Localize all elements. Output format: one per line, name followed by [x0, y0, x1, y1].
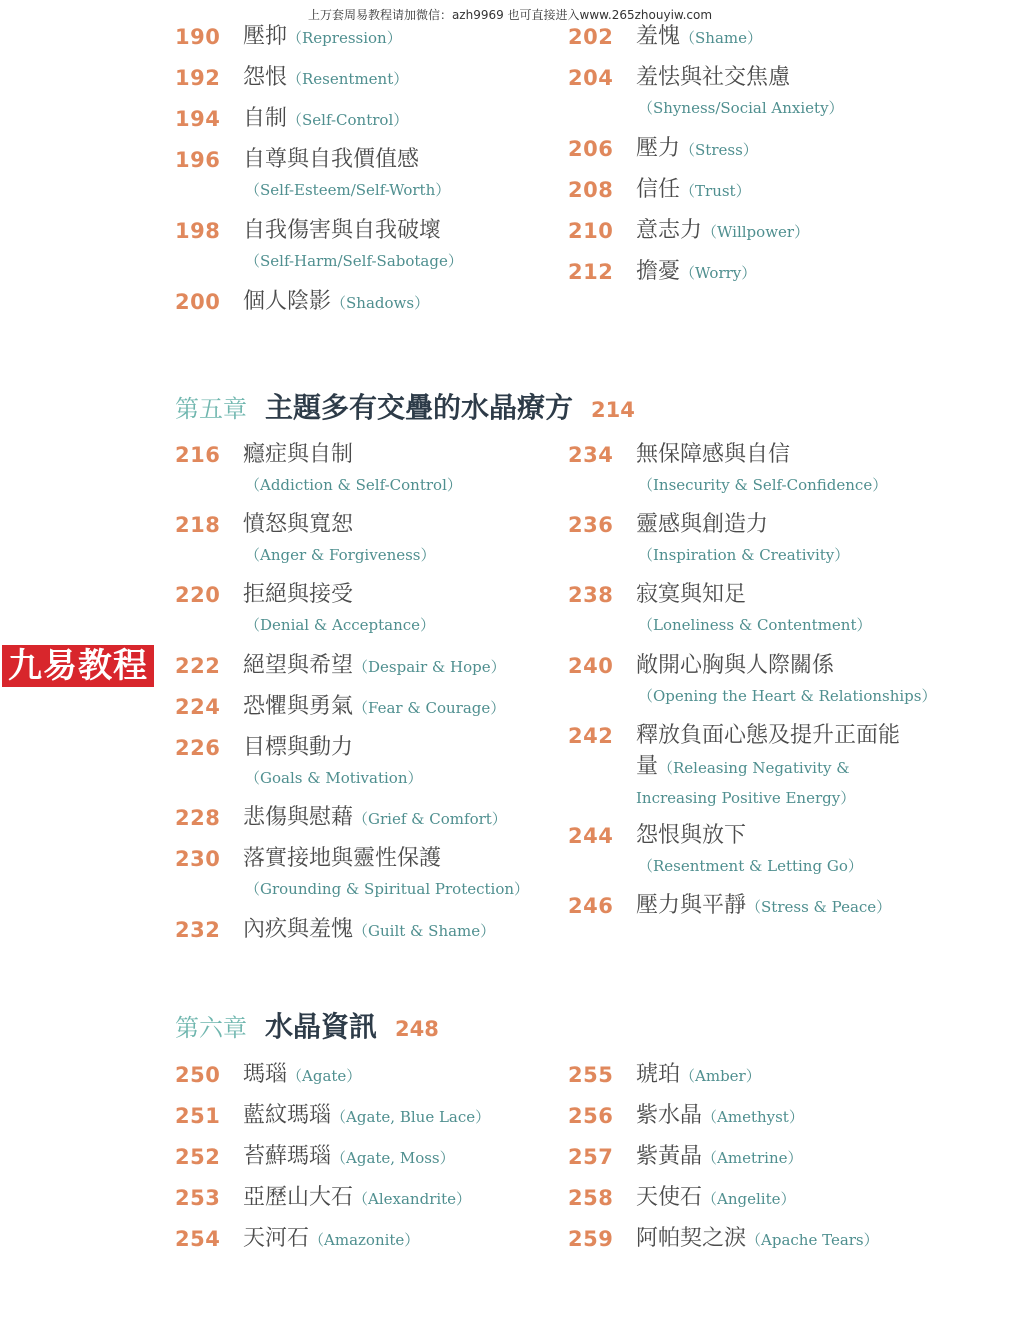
- toc-title-en: （Amethyst）: [702, 1108, 804, 1126]
- chapter-6-heading: [175, 1005, 439, 1045]
- toc-page-number: 192: [175, 66, 221, 90]
- toc-page-number: 202: [568, 25, 614, 49]
- toc-page-number: 238: [568, 583, 614, 607]
- toc-title-zh: 信任: [636, 177, 681, 202]
- toc-title-en: （Denial & Acceptance）: [245, 616, 436, 634]
- toc-title-zh: 無保障感與自信: [636, 442, 791, 467]
- toc-title-zh: 羞怯與社交焦慮: [636, 65, 791, 90]
- toc-page-number: 234: [568, 443, 614, 467]
- toc-page-number: 246: [568, 894, 614, 918]
- toc-title-en: （Agate, Moss）: [331, 1149, 455, 1167]
- toc-page-number: 210: [568, 219, 614, 243]
- toc-page-number: 250: [175, 1063, 221, 1087]
- toc-title-en: （Fear & Courage）: [353, 699, 506, 717]
- toc-title-en: （Self-Esteem/Self-Worth）: [245, 181, 451, 199]
- toc-title-en: （Despair & Hope）: [353, 658, 506, 676]
- toc-title-en: （Shyness/Social Anxiety）: [638, 99, 844, 117]
- toc-title-zh: 悲傷與慰藉: [243, 805, 354, 830]
- toc-title-zh: 釋放負面心態及提升正面能量: [636, 723, 901, 779]
- toc-page-number: 230: [175, 847, 221, 871]
- toc-title-zh: 擔憂: [636, 259, 681, 284]
- toc-title-zh: 壓力: [636, 136, 681, 161]
- toc-title-zh: 紫水晶: [636, 1103, 703, 1128]
- toc-title-zh: 怨恨與放下: [636, 823, 747, 848]
- toc-page-number: 257: [568, 1145, 614, 1169]
- toc-title-en: （Resentment & Letting Go）: [638, 857, 863, 875]
- toc-page-number: 204: [568, 66, 614, 90]
- toc-page-number: 216: [175, 443, 221, 467]
- toc-title-en: （Repression）: [287, 29, 402, 47]
- toc-title-en: （Opening the Heart & Relationships）: [638, 687, 937, 705]
- toc-title-en: （Apache Tears）: [746, 1231, 879, 1249]
- toc-title-en: （Trust）: [680, 182, 751, 200]
- toc-title-zh: 羞愧: [636, 24, 681, 49]
- toc-title-zh: 苔蘚瑪瑙: [243, 1144, 332, 1169]
- toc-title-en: （Amazonite）: [309, 1231, 420, 1249]
- toc-title-en: （Ametrine）: [702, 1149, 803, 1167]
- toc-page-number: 259: [568, 1227, 614, 1251]
- toc-page-number: 208: [568, 178, 614, 202]
- toc-title-en: （Loneliness & Contentment）: [638, 616, 872, 634]
- toc-title-zh: 阿帕契之淚: [636, 1226, 747, 1251]
- toc-title-zh: 個人陰影: [243, 289, 332, 314]
- toc-title-zh: 亞歷山大石: [243, 1185, 354, 1210]
- toc-title-zh: 紫黃晶: [636, 1144, 703, 1169]
- toc-page-number: 252: [175, 1145, 221, 1169]
- toc-page-number: 236: [568, 513, 614, 537]
- chapter-label: 第五章: [175, 395, 247, 423]
- toc-title-en: （Inspiration & Creativity）: [638, 546, 850, 564]
- toc-title-zh: 意志力: [636, 218, 703, 243]
- toc-title-en: （Grounding & Spiritual Protection）: [245, 880, 530, 898]
- toc-page-number: 200: [175, 290, 221, 314]
- toc-title-zh: 拒絕與接受: [243, 582, 354, 607]
- toc-title-zh: 琥珀: [636, 1062, 681, 1087]
- toc-title-en: （Alexandrite）: [353, 1190, 472, 1208]
- toc-page-number: 242: [568, 724, 614, 748]
- toc-title-en: （Stress & Peace）: [746, 898, 892, 916]
- toc-page-number: 212: [568, 260, 614, 284]
- watermark-stamp: 九易教程: [2, 645, 154, 687]
- toc-title-en: （Agate）: [287, 1067, 362, 1085]
- toc-page-number: 190: [175, 25, 221, 49]
- toc-page-number: 254: [175, 1227, 221, 1251]
- toc-title-en: （Shame）: [680, 29, 762, 47]
- toc-title-en: （Anger & Forgiveness）: [245, 546, 436, 564]
- toc-page-number: 222: [175, 654, 221, 678]
- toc-page-number: 198: [175, 219, 221, 243]
- toc-title-zh: 癮症與自制: [243, 442, 354, 467]
- toc-title-zh: 天河石: [243, 1226, 310, 1251]
- toc-title-en: （Willpower）: [702, 223, 810, 241]
- toc-page-number: 224: [175, 695, 221, 719]
- chapter-page-number: 214: [591, 398, 635, 422]
- toc-title-zh: 目標與動力: [243, 735, 354, 760]
- toc-title-zh: 憤怒與寬恕: [243, 512, 354, 537]
- toc-title-zh: 寂寞與知足: [636, 582, 747, 607]
- toc-page-number: 226: [175, 736, 221, 760]
- toc-title-en: （Resentment）: [287, 70, 409, 88]
- toc-page-number: 220: [175, 583, 221, 607]
- toc-title-en: （Insecurity & Self-Confidence）: [638, 476, 888, 494]
- chapter-label: 第六章: [175, 1014, 247, 1042]
- toc-title-en: （Shadows）: [331, 294, 430, 312]
- toc-title-en: （Angelite）: [702, 1190, 796, 1208]
- toc-page-number: 258: [568, 1186, 614, 1210]
- toc-page-number: 218: [175, 513, 221, 537]
- toc-title-en: （Worry）: [680, 264, 757, 282]
- toc-title-zh: 絕望與希望: [243, 653, 354, 678]
- toc-page-number: 194: [175, 107, 221, 131]
- toc-page-number: 244: [568, 824, 614, 848]
- toc-title-zh: 自制: [243, 106, 288, 131]
- toc-title-zh: 藍紋瑪瑙: [243, 1103, 332, 1128]
- toc-title-zh: 敞開心胸與人際關係: [636, 653, 835, 678]
- toc-title-zh: 自我傷害與自我破壞: [243, 218, 442, 243]
- chapter-title: 主題多有交疊的水晶療方: [265, 391, 574, 424]
- chapter-title: 水晶資訊: [265, 1010, 378, 1043]
- toc-title-zh: 壓抑: [243, 24, 288, 49]
- toc-title-zh: 怨恨: [243, 65, 288, 90]
- chapter-5-heading: [175, 386, 635, 426]
- toc-title-en: （Addiction & Self-Control）: [245, 476, 462, 494]
- toc-title-en: （Guilt & Shame）: [353, 922, 496, 940]
- toc-title-zh: 落實接地與靈性保護: [243, 846, 442, 871]
- toc-title-en: （Agate, Blue Lace）: [331, 1108, 491, 1126]
- toc-title-zh: 自尊與自我價值感: [243, 147, 420, 172]
- toc-title-zh: 靈感與創造力: [636, 512, 769, 537]
- toc-page-number: 240: [568, 654, 614, 678]
- toc-title-en: （Self-Harm/Self-Sabotage）: [245, 252, 463, 270]
- toc-title-en: （Grief & Comfort）: [353, 810, 507, 828]
- toc-page-number: 255: [568, 1063, 614, 1087]
- toc-page-number: 251: [175, 1104, 221, 1128]
- toc-title-en: （Self-Control）: [287, 111, 409, 129]
- toc-title-zh: 壓力與平靜: [636, 893, 747, 918]
- toc-page-number: 253: [175, 1186, 221, 1210]
- toc-page-number: 228: [175, 806, 221, 830]
- toc-title-zh: 恐懼與勇氣: [243, 694, 354, 719]
- toc-page-number: 196: [175, 148, 221, 172]
- toc-page-number: 232: [175, 918, 221, 942]
- chapter-page-number: 248: [395, 1017, 439, 1041]
- toc-title-zh: 內疚與羞愧: [243, 917, 354, 942]
- toc-title-zh: 瑪瑙: [243, 1062, 288, 1087]
- watermark-text: 上万套周易教程请加微信：azh9969 也可直接进入www.265zhouyiw.com: [307, 8, 713, 22]
- toc-title-en: （Releasing Negativity & Increasing Positive Energy）: [636, 759, 856, 807]
- toc-title-en: （Amber）: [680, 1067, 761, 1085]
- toc-title-zh: 天使石: [636, 1185, 703, 1210]
- toc-page-number: 256: [568, 1104, 614, 1128]
- toc-title-en: （Stress）: [680, 141, 758, 159]
- toc-page-number: 206: [568, 137, 614, 161]
- toc-title-en: （Goals & Motivation）: [245, 769, 423, 787]
